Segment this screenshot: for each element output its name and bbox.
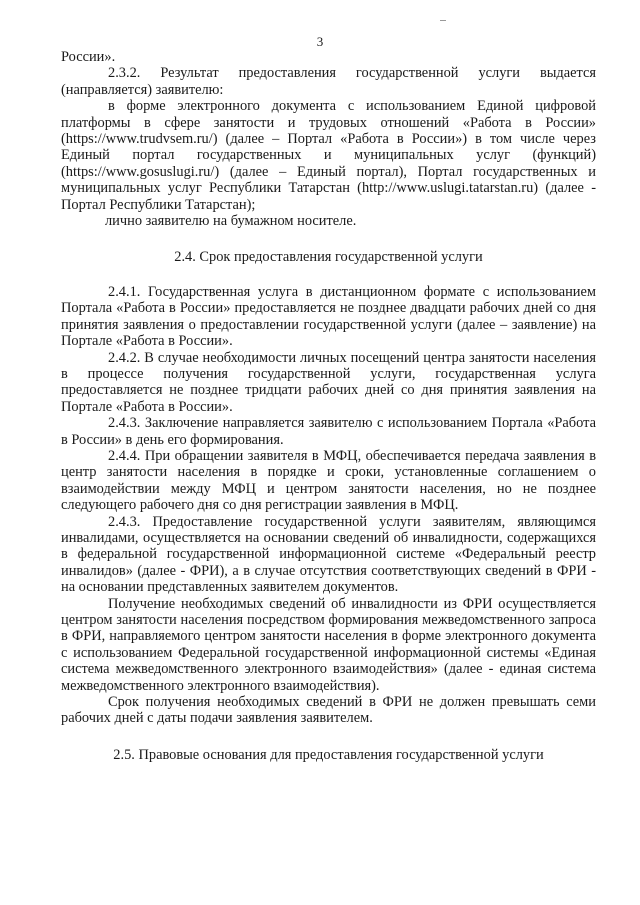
paragraph-2-4-3-conclusion: 2.4.3. Заключение направляется заявителю с использованием Портала «Работа в России» в день его формирования. xyxy=(61,415,596,448)
paragraph-2-4-1: 2.4.1. Государственная услуга в дистанционном формате с использованием Портала «Работа в России» предоставляется не позднее двадцати рабочих дней со дня принятия заявления о предоставлении государственной услуги (далее – заявление) на Портале «Работа в России». xyxy=(61,283,596,350)
document-body xyxy=(61,49,596,763)
scan-mark xyxy=(440,20,446,21)
paragraph-2-4-3-disabled: 2.4.3. Предоставление государственной услуги заявителям, являющимся инвалидами, осуществляется на основании сведений об инвалидности, содержащихся в федеральной государственной информационной системе «Федеральный реестр инвалидов» (далее - ФРИ), а в случае отсутствия соответствующих сведений в ФРИ - на основании представленных заявителем документов. xyxy=(61,513,596,596)
paragraph-paper-form: лично заявителю на бумажном носителе. xyxy=(105,213,357,230)
paragraph-2-3-2: 2.3.2. Результат предоставления государственной услуги выдается (направляется) заявителю: xyxy=(61,65,596,98)
paragraph-2-4-2: 2.4.2. В случае необходимости личных посещений центра занятости населения в процессе получения государственной услуги, государственная услуга предоставляется не позднее тридцати рабочих дней со дня принятия заявления на Портале «Работа в России». xyxy=(61,349,596,415)
paragraph-2-4-4: 2.4.4. При обращении заявителя в МФЦ, обеспечивается передача заявления в центр занятости населения в порядке и сроки, установленные соглашением о взаимодействии между МФЦ и центром занятости населения, но не позднее следующего рабочего дня со дня регистрации заявления в МФЦ. xyxy=(61,447,596,514)
paragraph-fri-request: Получение необходимых сведений об инвалидности из ФРИ осуществляется центром занятости населения посредством формирования межведомственного запроса в ФРИ, направляемого центром занятости населения в форме электронного документа с использованием Федеральной государственной информационной системы «Единая система межведомственного электронного взаимодействия» (далее - единая система межведомственного электронного взаимодействия). xyxy=(61,595,596,694)
paragraph-fri-deadline: Срок получения необходимых сведений в ФРИ не должен превышать семи рабочих дней с даты подачи заявления заявителем. xyxy=(61,694,596,727)
page-number: 3 xyxy=(316,34,324,49)
paragraph-continuation: России». xyxy=(61,49,116,65)
section-heading-2-4: 2.4. Срок предоставления государственной услуги xyxy=(174,249,483,266)
paragraph-electronic-form: в форме электронного документа с использованием Единой цифровой платформы в сфере занятости и трудовых отношений «Работа в России» (https://www.trudvsem.ru/) (далее – Портал «Работа в России») в том числе через Единый портал государственных и муниципальных услуг (функций) (https://www.gosuslugi.ru/) (далее – Единый портал), Портал государственных и муниципальных услуг Республики Татарстан (http://www.uslugi.tatarstan.ru) (далее - Портал Республики Татарстан); xyxy=(61,98,596,213)
section-heading-2-5: 2.5. Правовые основания для предоставления государственной услуги xyxy=(113,746,544,763)
